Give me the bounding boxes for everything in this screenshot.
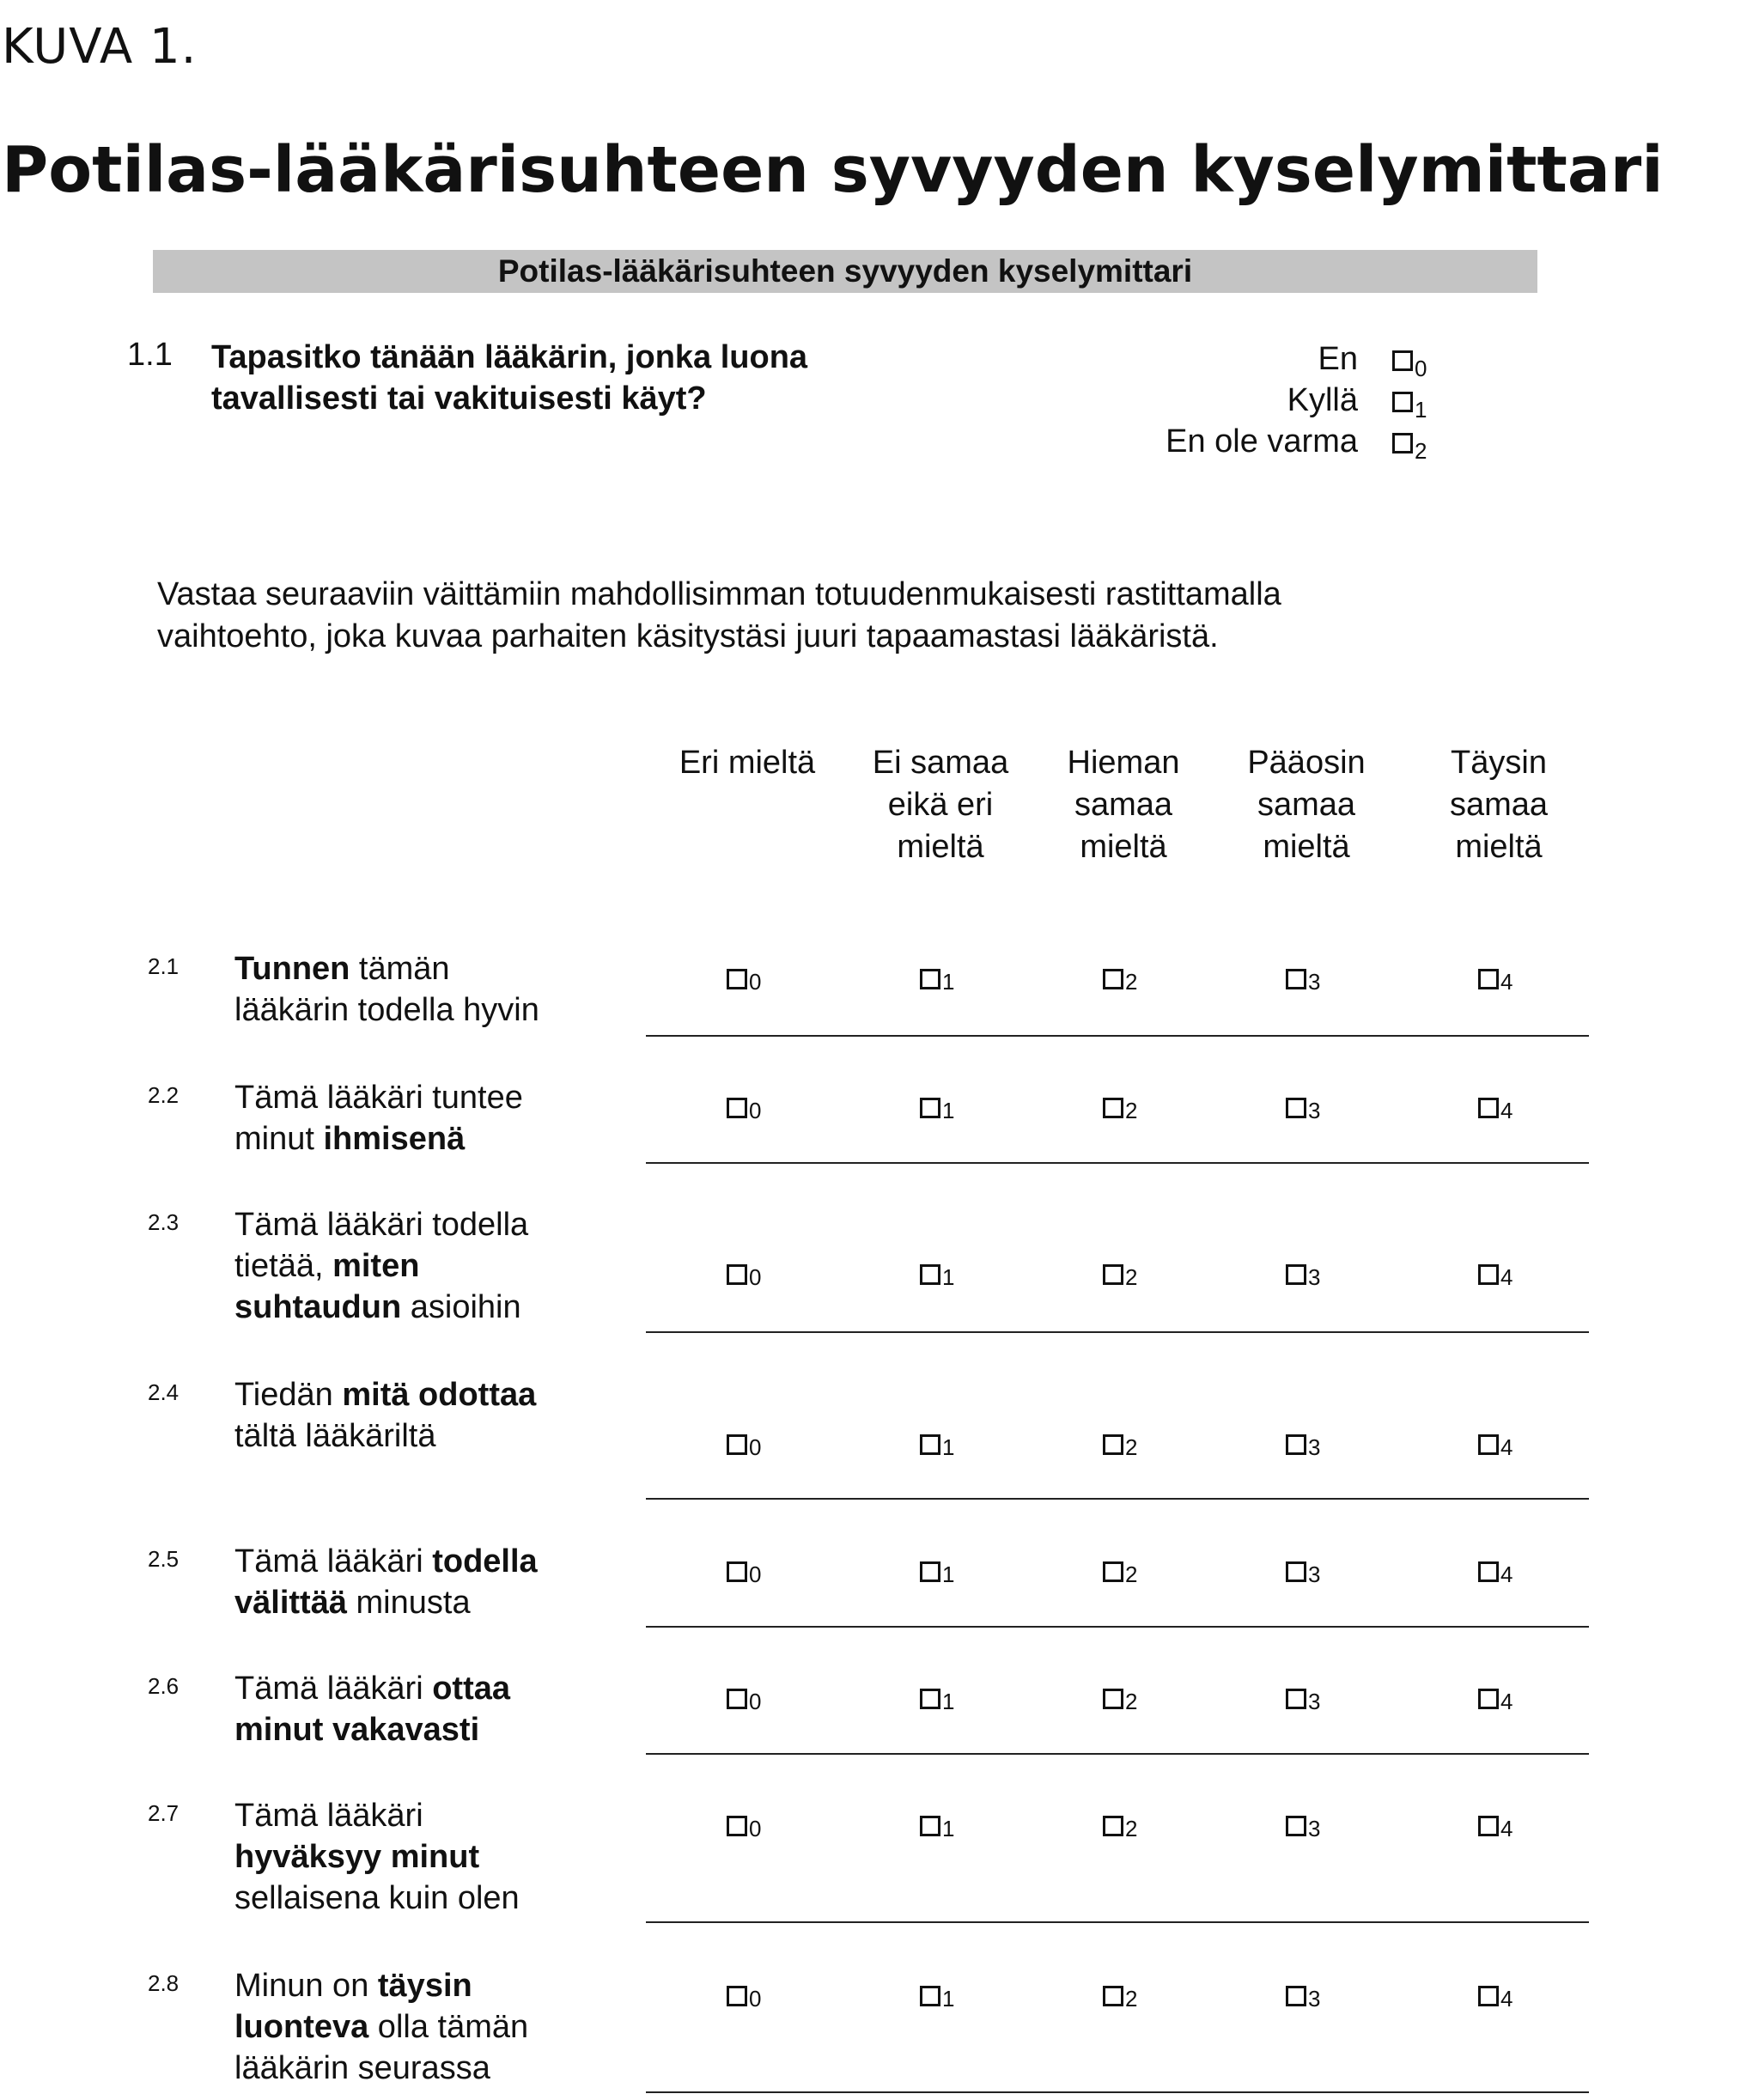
statement-line <box>234 1204 612 1245</box>
emphasis-text: täysin <box>377 1968 472 2004</box>
option-code: 0 <box>749 969 762 995</box>
statement-text: Tämä lääkäri <box>234 1543 433 1580</box>
checkbox[interactable] <box>727 1816 747 1836</box>
emphasis-text: minut vakavasti <box>234 1712 480 1748</box>
scale-option[interactable] <box>1478 1555 1513 1587</box>
row-divider <box>646 2091 1589 2093</box>
row-divider <box>646 1498 1589 1500</box>
option-code: 3 <box>1308 1986 1321 2012</box>
scale-option[interactable] <box>727 1809 762 1841</box>
option-code: 4 <box>1500 1264 1513 1290</box>
instructions-line: Vastaa seuraaviin väittämiin mahdollisimman totuudenmukaisesti rastittamalla <box>157 576 1281 612</box>
option-code: 2 <box>1125 1434 1138 1460</box>
checkbox[interactable] <box>727 1264 747 1285</box>
scale-option[interactable] <box>1286 1682 1321 1714</box>
item-number: 2.6 <box>148 1673 180 1699</box>
item-statement <box>234 1668 612 1750</box>
scale-header <box>846 742 1035 868</box>
statement-text: tietää, <box>234 1248 333 1284</box>
checkbox[interactable] <box>1103 1434 1123 1455</box>
scale-option[interactable] <box>1103 1979 1138 2012</box>
row-divider <box>646 1626 1589 1628</box>
option-label: En <box>1318 341 1358 377</box>
statement-line <box>234 948 612 989</box>
scale-option[interactable] <box>727 962 762 995</box>
scale-option[interactable] <box>1103 1555 1138 1587</box>
option-code: 2 <box>1125 1264 1138 1290</box>
scale-option[interactable] <box>920 1427 955 1460</box>
scale-option[interactable] <box>1103 1257 1138 1290</box>
item-statement <box>234 948 612 1031</box>
scale-option[interactable] <box>1286 962 1321 995</box>
item-number: 2.3 <box>148 1209 180 1235</box>
scale-header-line: Ei samaa <box>872 745 1009 781</box>
option-code: 4 <box>1500 1986 1513 2012</box>
scale-header-line: samaa <box>1074 787 1173 823</box>
scale-option[interactable] <box>920 1979 955 2012</box>
scale-option[interactable] <box>727 1427 762 1460</box>
scale-option[interactable] <box>920 1809 955 1841</box>
scale-option[interactable] <box>1478 1682 1513 1714</box>
scale-option[interactable] <box>920 1091 955 1123</box>
statement-line <box>234 1287 612 1328</box>
option-label: En ole varma <box>1166 423 1358 460</box>
emphasis-text: miten <box>332 1248 420 1284</box>
statement-text: lääkärin seurassa <box>234 2050 490 2086</box>
item-number: 2.5 <box>148 1546 180 1572</box>
option-code: 1 <box>942 969 955 995</box>
checkbox[interactable] <box>1286 1561 1306 1582</box>
option-code: 1 <box>942 1434 955 1460</box>
statement-text: tältä lääkäriltä <box>234 1418 436 1454</box>
checkbox[interactable] <box>1392 433 1413 453</box>
option-code: 0 <box>749 1561 762 1587</box>
checkbox[interactable] <box>1478 969 1499 989</box>
statement-text: Tämä lääkäri <box>234 1671 433 1707</box>
checkbox[interactable] <box>1286 1264 1306 1285</box>
statement-line <box>234 1415 612 1457</box>
emphasis-text: ottaa <box>432 1671 510 1707</box>
item-statement <box>234 1795 612 1919</box>
statement-line <box>234 1878 612 1919</box>
checkbox[interactable] <box>727 1434 747 1455</box>
emphasis-text: todella <box>432 1543 538 1580</box>
option-code: 4 <box>1500 969 1513 995</box>
option-code: 3 <box>1308 1098 1321 1123</box>
statement-text: minut <box>234 1121 324 1157</box>
checkbox[interactable] <box>920 1098 940 1118</box>
option-code: 0 <box>1415 356 1427 381</box>
option-code: 1 <box>1415 397 1427 423</box>
checkbox[interactable] <box>727 1561 747 1582</box>
item-number: 2.7 <box>148 1800 180 1826</box>
scale-header <box>653 742 842 784</box>
scale-header-line: samaa <box>1257 787 1356 823</box>
scale-header <box>1212 742 1401 868</box>
checkbox[interactable] <box>1478 1816 1499 1836</box>
row-divider <box>646 1921 1589 1923</box>
statement-line <box>234 1965 612 2006</box>
answer-option-en-ole-varma[interactable] <box>1166 421 1427 464</box>
checkbox[interactable] <box>1103 1986 1123 2006</box>
statement-line <box>234 1245 612 1287</box>
statement-text: Tämä lääkäri <box>234 1798 423 1834</box>
checkbox[interactable] <box>920 969 940 989</box>
scale-option[interactable] <box>920 1682 955 1714</box>
scale-option[interactable] <box>1103 1809 1138 1841</box>
scale-option[interactable] <box>1286 1091 1321 1123</box>
option-code: 0 <box>749 1264 762 1290</box>
checkbox[interactable] <box>727 1098 747 1118</box>
checkbox[interactable] <box>1103 1561 1123 1582</box>
checkbox[interactable] <box>920 1561 940 1582</box>
emphasis-text: suhtaudun <box>234 1289 402 1325</box>
scale-option[interactable] <box>920 1555 955 1587</box>
checkbox[interactable] <box>1478 1098 1499 1118</box>
scale-option[interactable] <box>727 1091 762 1123</box>
row-divider <box>646 1753 1589 1755</box>
checkbox[interactable] <box>920 1689 940 1709</box>
option-code: 2 <box>1125 1816 1138 1841</box>
scale-option[interactable] <box>1286 1809 1321 1841</box>
checkbox[interactable] <box>1286 1689 1306 1709</box>
statement-line <box>234 1836 612 1878</box>
item-statement <box>234 1965 612 2089</box>
statement-line <box>234 1541 612 1582</box>
option-code: 1 <box>942 1264 955 1290</box>
option-code: 2 <box>1125 1561 1138 1587</box>
scale-option[interactable] <box>1286 1555 1321 1587</box>
emphasis-text: luonteva <box>234 2009 369 2045</box>
option-label: Kyllä <box>1287 382 1358 418</box>
scale-header-line: Hieman <box>1067 745 1180 781</box>
scale-header-line: Eri mieltä <box>679 745 816 781</box>
statement-line <box>234 989 612 1031</box>
checkbox[interactable] <box>920 1434 940 1455</box>
checkbox[interactable] <box>1103 969 1123 989</box>
scale-option[interactable] <box>1478 1979 1513 2012</box>
scale-header-line: Täysin <box>1451 745 1547 781</box>
item-statement <box>234 1374 612 1457</box>
row-divider <box>646 1331 1589 1333</box>
checkbox[interactable] <box>727 969 747 989</box>
scale-option[interactable] <box>1103 1091 1138 1123</box>
checkbox[interactable] <box>1286 969 1306 989</box>
checkbox[interactable] <box>1103 1264 1123 1285</box>
scale-option[interactable] <box>727 1555 762 1587</box>
instructions <box>157 574 1446 658</box>
statement-text: Tiedän <box>234 1377 343 1413</box>
option-code: 4 <box>1500 1098 1513 1123</box>
item-statement <box>234 1204 612 1328</box>
option-code: 3 <box>1308 1561 1321 1587</box>
option-code: 1 <box>942 1986 955 2012</box>
option-code: 2 <box>1125 1986 1138 2012</box>
row-divider <box>646 1162 1589 1164</box>
scale-option[interactable] <box>1103 1682 1138 1714</box>
option-code: 4 <box>1500 1434 1513 1460</box>
statement-line <box>234 1795 612 1836</box>
scale-option[interactable] <box>1286 1257 1321 1290</box>
item-number: 2.8 <box>148 1970 180 1996</box>
item-statement <box>234 1077 612 1160</box>
statement-text: olla tämän <box>368 2009 529 2045</box>
checkbox[interactable] <box>1478 1986 1499 2006</box>
form-banner: Potilas-lääkärisuhteen syvyyden kyselymittari <box>153 250 1537 293</box>
scale-header-line: mieltä <box>1263 829 1350 865</box>
emphasis-text: välittää <box>234 1585 347 1621</box>
statement-line <box>234 1582 612 1623</box>
scale-header-line: eikä eri <box>887 787 994 823</box>
option-code: 3 <box>1308 1434 1321 1460</box>
item-number: 2.1 <box>148 953 180 979</box>
scale-option[interactable] <box>1478 1809 1513 1841</box>
checkbox[interactable] <box>1286 1816 1306 1836</box>
scale-header <box>1404 742 1593 868</box>
emphasis-text: hyväksyy minut <box>234 1839 480 1875</box>
scale-option[interactable] <box>1478 962 1513 995</box>
checkbox[interactable] <box>1478 1434 1499 1455</box>
answer-option-kylla[interactable] <box>1287 380 1427 423</box>
scale-option[interactable] <box>727 1257 762 1290</box>
scale-option[interactable] <box>1103 1427 1138 1460</box>
checkbox[interactable] <box>920 1816 940 1836</box>
page-title: Potilas-lääkärisuhteen syvyyden kyselymittari <box>2 133 1664 207</box>
scale-option[interactable] <box>1286 1979 1321 2012</box>
scale-option[interactable] <box>727 1979 762 2012</box>
checkbox[interactable] <box>727 1689 747 1709</box>
question-text <box>211 337 807 419</box>
instructions-line: vaihtoehto, joka kuvaa parhaiten käsitystäsi juuri tapaamastasi lääkäristä. <box>157 618 1219 654</box>
scale-header-line: mieltä <box>1455 829 1543 865</box>
checkbox[interactable] <box>1286 1434 1306 1455</box>
option-code: 2 <box>1125 1689 1138 1714</box>
scale-option[interactable] <box>1478 1427 1513 1460</box>
option-code: 1 <box>942 1689 955 1714</box>
statement-line <box>234 2048 612 2089</box>
checkbox[interactable] <box>920 1264 940 1285</box>
option-code: 2 <box>1125 1098 1138 1123</box>
option-code: 0 <box>749 1689 762 1714</box>
option-code: 4 <box>1500 1689 1513 1714</box>
checkbox[interactable] <box>1286 1986 1306 2006</box>
scale-option[interactable] <box>1103 962 1138 995</box>
checkbox[interactable] <box>1392 350 1413 371</box>
answer-option-en[interactable] <box>1318 338 1427 381</box>
statement-text: Tämä lääkäri tuntee <box>234 1080 523 1116</box>
question-number: 1.1 <box>127 337 173 373</box>
scale-header-line: samaa <box>1449 787 1549 823</box>
checkbox[interactable] <box>1478 1689 1499 1709</box>
checkbox[interactable] <box>727 1986 747 2006</box>
statement-line <box>234 1077 612 1118</box>
scale-option[interactable] <box>1286 1427 1321 1460</box>
option-code: 0 <box>749 1098 762 1123</box>
scale-option[interactable] <box>1478 1091 1513 1123</box>
checkbox[interactable] <box>1392 392 1413 412</box>
scale-header-line: mieltä <box>1080 829 1167 865</box>
checkbox[interactable] <box>1103 1816 1123 1836</box>
figure-caption: KUVA 1. <box>2 19 198 75</box>
option-code: 0 <box>749 1986 762 2012</box>
option-code: 2 <box>1415 438 1427 464</box>
checkbox[interactable] <box>1478 1561 1499 1582</box>
option-code: 2 <box>1125 969 1138 995</box>
statement-text: minusta <box>346 1585 471 1621</box>
item-number: 2.2 <box>148 1082 180 1108</box>
row-divider <box>646 1035 1589 1037</box>
scale-option[interactable] <box>1478 1257 1513 1290</box>
statement-line <box>234 1668 612 1709</box>
statement-text: tämän <box>350 951 450 987</box>
statement-line <box>234 1709 612 1750</box>
question-line: tavallisesti tai vakituisesti käyt? <box>211 380 707 417</box>
statement-line <box>234 1374 612 1415</box>
statement-text: Minun on <box>234 1968 378 2004</box>
statement-text: sellaisena kuin olen <box>234 1880 520 1916</box>
statement-line <box>234 1118 612 1160</box>
checkbox[interactable] <box>920 1986 940 2006</box>
option-code: 3 <box>1308 969 1321 995</box>
option-code: 1 <box>942 1561 955 1587</box>
checkbox[interactable] <box>1286 1098 1306 1118</box>
emphasis-text: Tunnen <box>234 951 350 987</box>
checkbox[interactable] <box>1103 1098 1123 1118</box>
statement-line <box>234 2006 612 2048</box>
option-code: 1 <box>942 1098 955 1123</box>
option-code: 3 <box>1308 1816 1321 1841</box>
option-code: 3 <box>1308 1264 1321 1290</box>
scale-header-line: Pääosin <box>1247 745 1366 781</box>
option-code: 4 <box>1500 1816 1513 1841</box>
scale-header <box>1029 742 1218 868</box>
option-code: 0 <box>749 1434 762 1460</box>
item-statement <box>234 1541 612 1623</box>
statement-text: asioihin <box>401 1289 521 1325</box>
scale-option[interactable] <box>920 1257 955 1290</box>
scale-option[interactable] <box>920 962 955 995</box>
checkbox[interactable] <box>1103 1689 1123 1709</box>
statement-text: Tämä lääkäri todella <box>234 1207 529 1243</box>
option-code: 3 <box>1308 1689 1321 1714</box>
emphasis-text: mitä odottaa <box>342 1377 537 1413</box>
scale-option[interactable] <box>727 1682 762 1714</box>
option-code: 0 <box>749 1816 762 1841</box>
scale-header-line: mieltä <box>897 829 984 865</box>
checkbox[interactable] <box>1478 1264 1499 1285</box>
emphasis-text: ihmisenä <box>323 1121 466 1157</box>
question-line: Tapasitko tänään lääkärin, jonka luona <box>211 339 808 375</box>
option-code: 4 <box>1500 1561 1513 1587</box>
option-code: 1 <box>942 1816 955 1841</box>
item-number: 2.4 <box>148 1379 180 1405</box>
statement-text: lääkärin todella hyvin <box>234 992 539 1028</box>
